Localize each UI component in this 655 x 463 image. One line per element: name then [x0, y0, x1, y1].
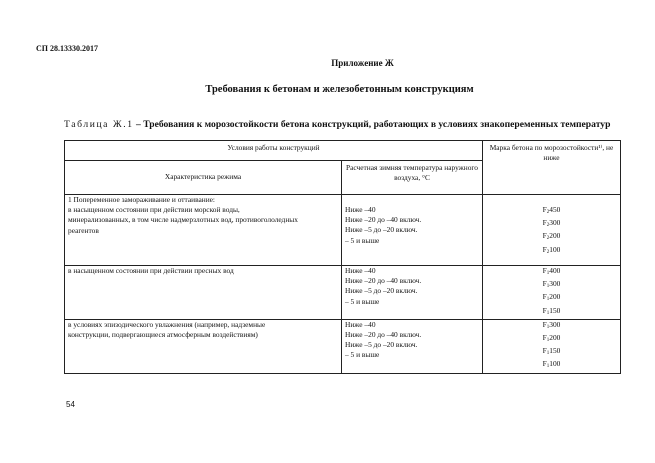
temperature-value: Ниже –20 до –40 включ. [345, 215, 422, 225]
grade-value: $F_1150$ [542, 305, 561, 316]
grade-value: $F_1300$ [542, 319, 561, 330]
header-grade: Марка бетона по морозостойкости¹⁾, не ниже [483, 141, 621, 195]
table-caption-text: – Требования к морозостойкости бетона конструкций, работающих в условиях знакопеременных температур [133, 119, 611, 130]
table-caption [64, 120, 624, 130]
grade-value: $F_2450$ [542, 205, 561, 215]
grade-value: $F_1400$ [542, 266, 561, 276]
mode-line: в условиях эпизодического увлажнения (например, надземные [68, 319, 266, 329]
grade-cell [483, 195, 621, 266]
temperature-value: Ниже –5 до –20 включ. [345, 286, 418, 296]
temperature-value: Ниже –40 [345, 319, 376, 329]
mode-cell [65, 319, 342, 373]
temperature-cell [342, 319, 483, 373]
grade-value: $F_1100$ [542, 359, 561, 370]
page-number: 54 [66, 400, 75, 409]
document-code: СП 28.13330.2017 [36, 44, 98, 53]
header-temperature: Расчетная зимняя температура наружного воздуха, °С [342, 161, 483, 195]
header-mode: Характеристика режима [65, 161, 342, 195]
section-heading: Требования к бетонам и железобетонным конструкциям [205, 84, 474, 95]
grade-value: $F_2100$ [542, 244, 561, 255]
temperature-value: Ниже –20 до –40 включ. [345, 276, 422, 286]
frost-resistance-table [64, 140, 621, 374]
temperature-value: Ниже –20 до –40 включ. [345, 330, 422, 340]
mode-line: в насыщенном состоянии при действии морской воды, [68, 205, 240, 215]
temperature-value: – 5 и выше [345, 235, 380, 245]
grade-value: $F_1150$ [542, 346, 561, 357]
grade-value: $F_2200$ [542, 231, 561, 242]
temperature-value: Ниже –40 [345, 266, 376, 275]
grade-value: $F_2300$ [542, 218, 561, 229]
grade-value: $F_1200$ [542, 333, 561, 344]
table-label: Таблица Ж.1 [64, 119, 134, 130]
appendix-title: Приложение Ж [331, 58, 394, 68]
temperature-cell [342, 266, 483, 320]
grade-value: $F_1200$ [542, 292, 561, 303]
mode-cell [65, 195, 342, 266]
mode-line: конструкции, подвергающиеся атмосферным воздействиям) [68, 330, 258, 340]
mode-line: в насыщенном состоянии при действии пресных вод [68, 266, 234, 275]
grade-cell [483, 319, 621, 373]
temperature-value: – 5 и выше [345, 296, 380, 306]
temperature-value: – 5 и выше [345, 350, 380, 360]
mode-line: минерализованных, в том числе надмерзлотных вод, противогололедных [68, 215, 298, 225]
temperature-value: Ниже –5 до –20 включ. [345, 225, 418, 235]
grade-value: $F_1300$ [542, 279, 561, 290]
mode-cell [65, 266, 342, 320]
temperature-value: Ниже –40 [345, 205, 376, 214]
header-row-1 [65, 141, 621, 161]
mode-line: 1 Попеременное замораживание и оттаивание: [68, 195, 215, 204]
table-row [65, 195, 621, 266]
grade-cell [483, 266, 621, 320]
mode-line: реагентов [68, 225, 99, 235]
temperature-value: Ниже –5 до –20 включ. [345, 340, 418, 350]
table-row [65, 266, 621, 320]
header-conditions: Условия работы конструкций [65, 141, 483, 161]
table-row [65, 319, 621, 373]
temperature-cell [342, 195, 483, 266]
